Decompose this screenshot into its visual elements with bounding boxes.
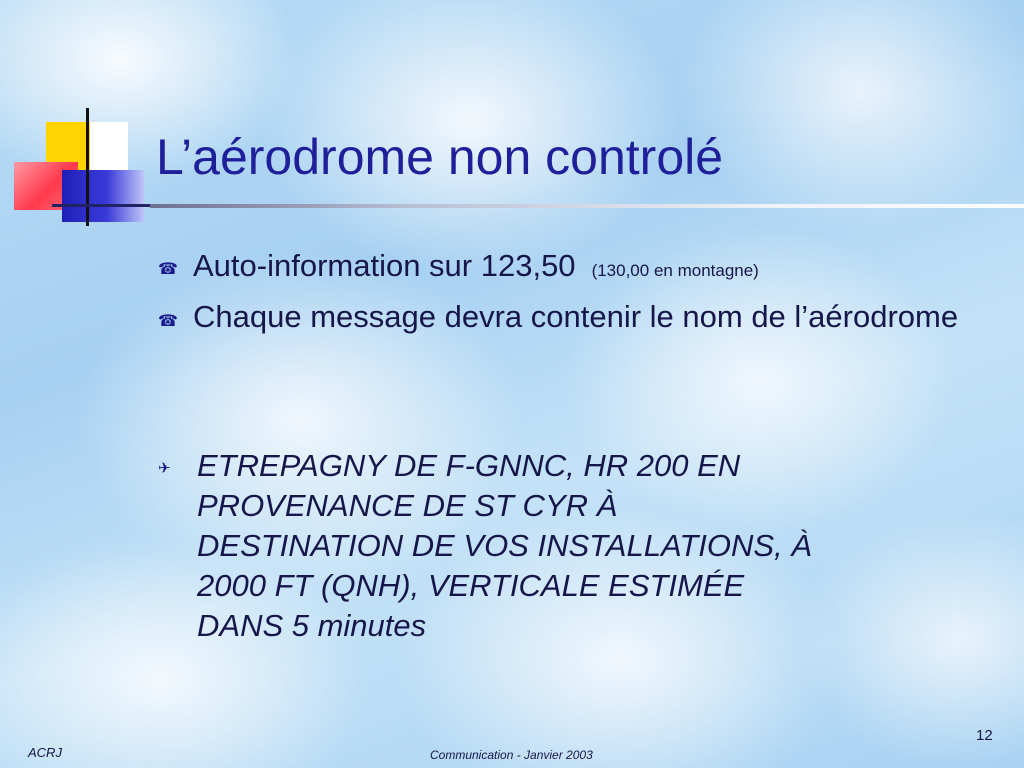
footer-title: Communication - Janvier 2003 (430, 748, 593, 762)
logo-blue-square (62, 170, 144, 222)
slide-title: L’aérodrome non controlé (156, 129, 724, 185)
bullet-auto-information (193, 247, 759, 290)
title-divider (150, 204, 1024, 208)
logo-vertical-line (86, 108, 89, 226)
bullet-example-message: ETREPAGNY DE F-GNNC, HR 200 EN PROVENANCE DE ST CYR À DESTINATION DE VOS INSTALLATIONS, À 2000 FT (QNH), VERTICALE ESTIMÉE DANS 5 minutes (197, 448, 812, 643)
logo-horizontal-line (52, 204, 162, 207)
bullet-text: Auto-information sur 123,50 (193, 248, 576, 283)
page-number: 12 (976, 727, 993, 744)
bullet-note: (130,00 en montagne) (591, 261, 759, 280)
airplane-icon: ✈ (158, 460, 171, 477)
footer-organization: ACRJ (28, 745, 62, 760)
bullet-message-content: Chaque message devra contenir le nom de l’aérodrome (193, 299, 959, 334)
telephone-icon: ☎ (158, 313, 178, 330)
telephone-icon: ☎ (158, 261, 178, 278)
logo-white-square (90, 122, 128, 172)
